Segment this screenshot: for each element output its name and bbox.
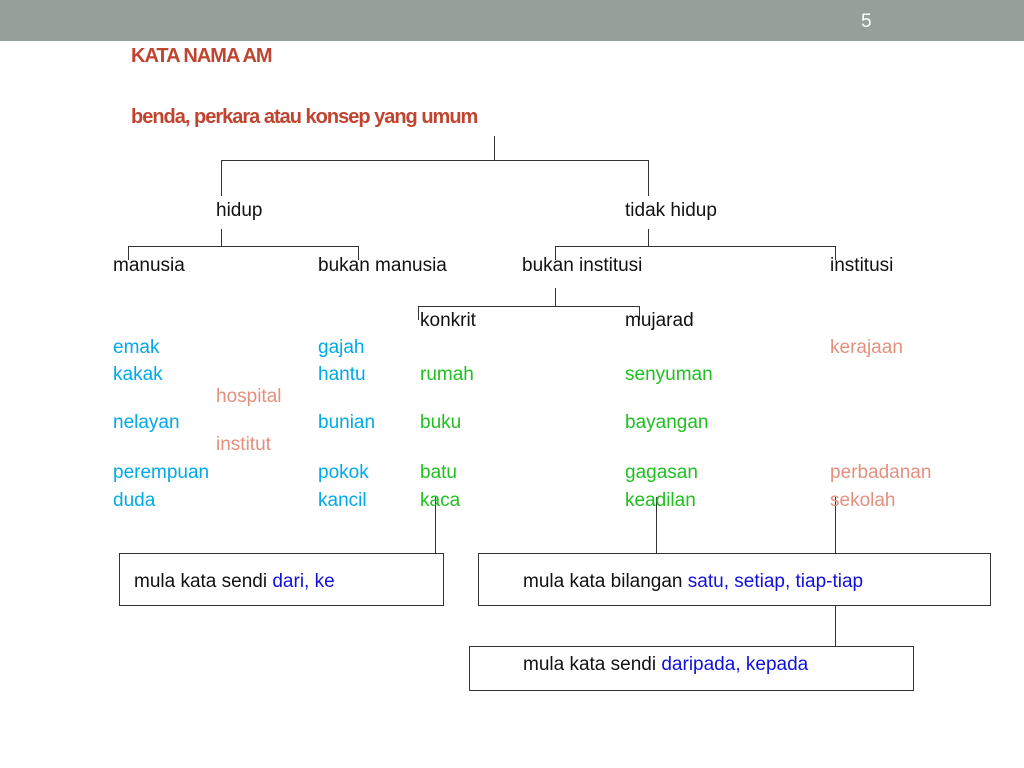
example-word: kaca: [420, 490, 461, 511]
example-word: gajah: [318, 337, 365, 358]
example-word: rumah: [420, 364, 474, 385]
node-institusi: institusi: [830, 255, 894, 276]
node-hidup: hidup: [216, 200, 263, 221]
example-word: perbadanan: [830, 462, 932, 483]
highlight-word: ke: [314, 571, 335, 592]
node-mujarad: mujarad: [625, 310, 694, 331]
rule-box-bilangan: [478, 553, 991, 606]
rule-box-sendi-daripada-kepada: [469, 646, 914, 691]
node-bukan-institusi: bukan institusi: [522, 255, 643, 276]
node-konkrit: konkrit: [420, 310, 476, 331]
highlight-word: tiap-tiap: [795, 571, 864, 592]
example-word: kakak: [113, 364, 163, 385]
example-word: hospital: [216, 386, 282, 407]
highlight-word: dari: [272, 571, 305, 592]
rule-text: mula kata bilangan satu, setiap, tiap-tiap: [523, 571, 864, 592]
highlight-word: kepada: [745, 654, 809, 675]
highlight-word: setiap: [734, 571, 785, 592]
rule-box-sendi-dari-ke: [119, 553, 444, 606]
example-word: kancil: [318, 490, 367, 511]
node-bukan-manusia: bukan manusia: [318, 255, 447, 276]
rule-text: mula kata sendi daripada, kepada: [523, 654, 809, 675]
node-manusia: manusia: [113, 255, 185, 276]
example-word: hantu: [318, 364, 366, 385]
node-tidak-hidup: tidak hidup: [625, 200, 717, 221]
example-word: duda: [113, 490, 156, 511]
example-word: pokok: [318, 462, 369, 483]
highlight-word: daripada: [661, 654, 736, 675]
example-word: perempuan: [113, 462, 210, 483]
example-word: nelayan: [113, 412, 180, 433]
rule-text: mula kata sendi dari, ke: [134, 571, 335, 592]
slide-number: 5: [861, 11, 872, 32]
example-word: sekolah: [830, 490, 896, 511]
slide-title: KATA NAMA AM: [131, 45, 272, 67]
highlight-word: satu: [687, 571, 724, 592]
example-word: gagasan: [625, 462, 698, 483]
example-word: batu: [420, 462, 457, 483]
slide-subtitle: benda, perkara atau konsep yang umum: [131, 106, 478, 128]
example-word: emak: [113, 337, 160, 358]
example-word: bunian: [318, 412, 376, 433]
example-word: keadilan: [625, 490, 696, 511]
example-word: senyuman: [625, 364, 713, 385]
example-word: kerajaan: [830, 337, 903, 358]
example-word: institut: [216, 434, 271, 455]
example-word: bayangan: [625, 412, 709, 433]
example-word: buku: [420, 412, 462, 433]
